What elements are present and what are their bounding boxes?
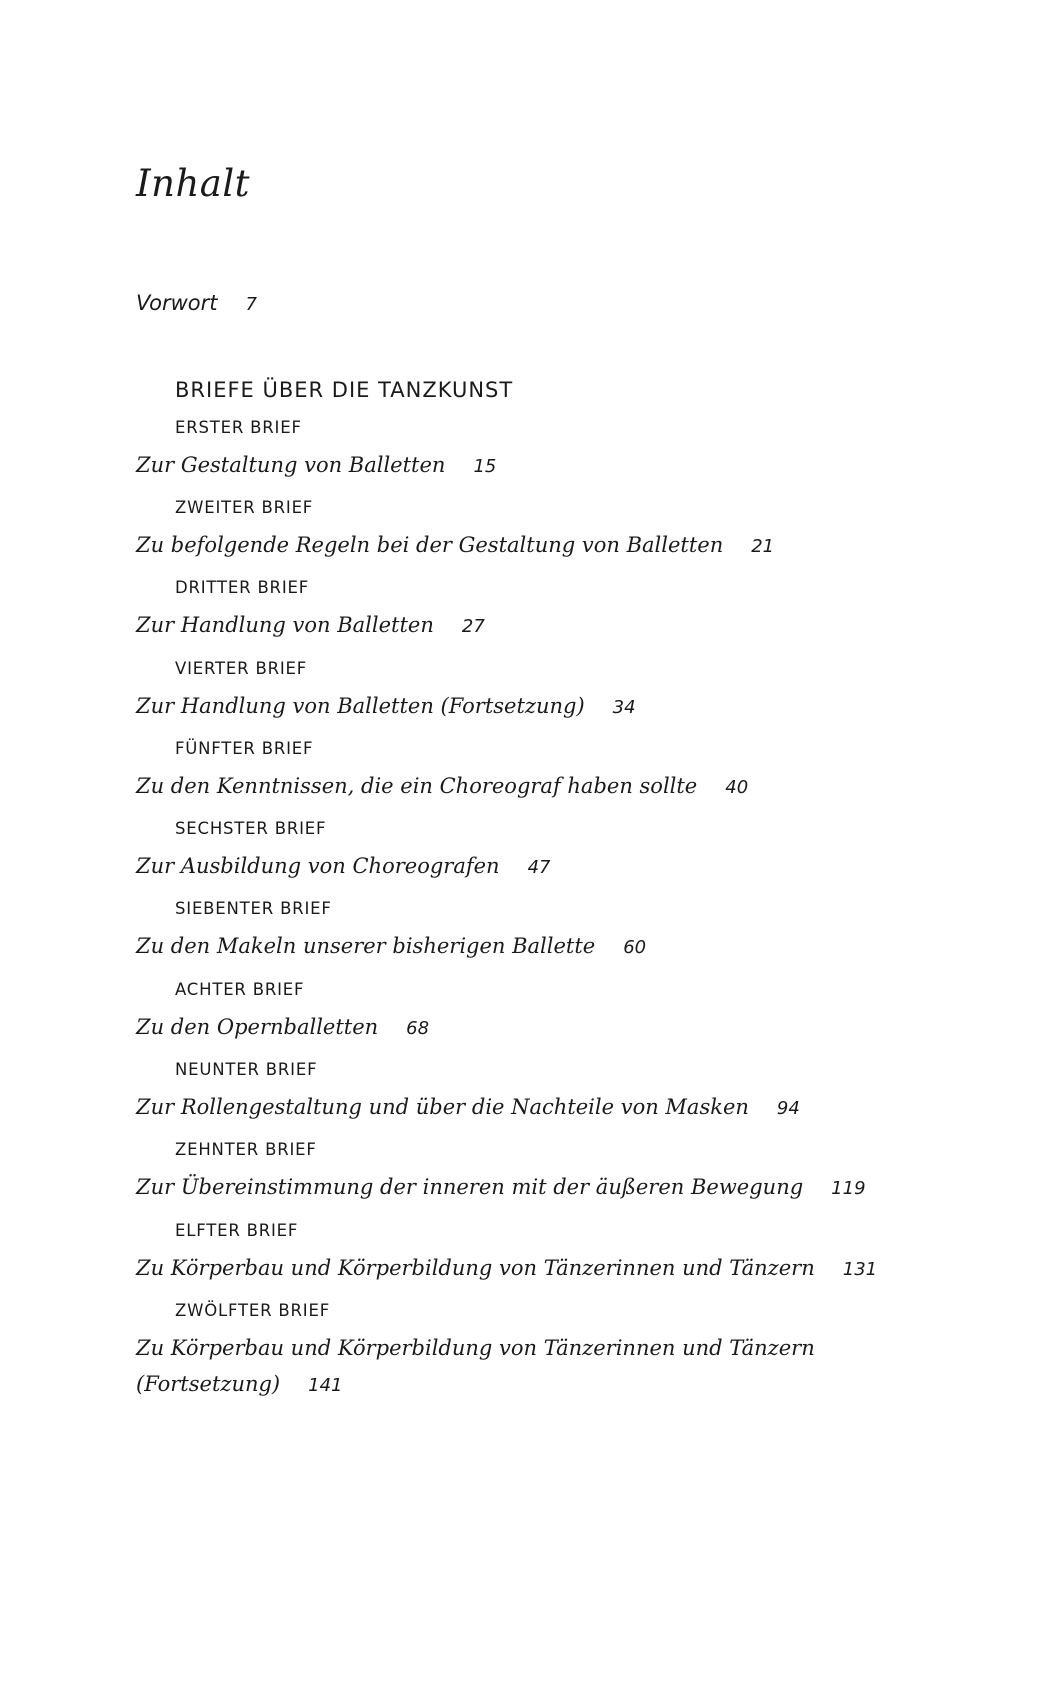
page-number: 21 bbox=[751, 536, 775, 557]
letter-label: ACHTER BRIEF bbox=[175, 980, 305, 999]
toc-entry bbox=[136, 818, 996, 886]
toc-entry bbox=[136, 497, 996, 565]
letter-label: ELFTER BRIEF bbox=[175, 1221, 299, 1240]
chapter-title: Zur Handlung von Balletten bbox=[136, 613, 434, 637]
toc-entry bbox=[136, 898, 996, 966]
chapter-title: Zur Rollengestaltung und über die Nachteile von Masken bbox=[136, 1095, 749, 1119]
page-number: 68 bbox=[406, 1018, 430, 1039]
letter-label: ZWÖLFTER BRIEF bbox=[175, 1301, 330, 1320]
toc-entry bbox=[136, 1300, 926, 1404]
toc-entry bbox=[136, 1139, 996, 1207]
letter-label: DRITTER BRIEF bbox=[175, 578, 310, 597]
chapter-title: Zu den Opernballetten bbox=[136, 1015, 379, 1039]
chapter-title: Zur Handlung von Balletten (Fortsetzung) bbox=[136, 694, 585, 718]
letter-label: ERSTER BRIEF bbox=[175, 418, 302, 437]
chapter-title: Zu befolgende Regeln bei der Gestaltung von Balletten bbox=[136, 533, 724, 557]
page-number: 131 bbox=[842, 1259, 878, 1280]
letter-label: NEUNTER BRIEF bbox=[175, 1060, 318, 1079]
toc-entry-preface bbox=[136, 291, 257, 315]
page-number: 47 bbox=[527, 857, 551, 878]
page-title: Inhalt bbox=[136, 162, 251, 205]
chapter-title: Zur Gestaltung von Balletten bbox=[136, 453, 446, 477]
chapter-title: Zu den Kenntnissen, die ein Choreograf haben sollte bbox=[136, 774, 698, 798]
chapter-title: Zur Übereinstimmung der inneren mit der äußeren Bewegung bbox=[136, 1175, 804, 1199]
toc-entry bbox=[136, 1220, 996, 1288]
chapter-title: Zu Körperbau und Körperbildung von Tänzerinnen und Tänzern (Fortsetzung) bbox=[136, 1336, 815, 1396]
letter-label: ZWEITER BRIEF bbox=[175, 498, 314, 517]
chapter-title: Zu den Makeln unserer bisherigen Ballette bbox=[136, 934, 596, 958]
chapter-title: Zur Ausbildung von Choreografen bbox=[136, 854, 500, 878]
page-number: 60 bbox=[623, 937, 647, 958]
toc-entry bbox=[136, 658, 996, 726]
page-number: 15 bbox=[473, 456, 497, 477]
page-number: 94 bbox=[776, 1098, 800, 1119]
toc-entry bbox=[136, 417, 996, 485]
letter-label: SIEBENTER BRIEF bbox=[175, 899, 332, 918]
page-number: 27 bbox=[461, 616, 485, 637]
letter-label: VIERTER BRIEF bbox=[175, 659, 308, 678]
page-number: 40 bbox=[725, 777, 749, 798]
toc-entry bbox=[136, 738, 996, 806]
section-heading: BRIEFE ÜBER DIE TANZKUNST bbox=[175, 378, 514, 402]
page-number: 141 bbox=[308, 1375, 343, 1396]
page-number: 119 bbox=[831, 1178, 866, 1199]
chapter-title: Zu Körperbau und Körperbildung von Tänzerinnen und Tänzern bbox=[136, 1256, 815, 1280]
letter-label: ZEHNTER BRIEF bbox=[175, 1140, 317, 1159]
letter-label: FÜNFTER BRIEF bbox=[175, 739, 314, 758]
letter-label: SECHSTER BRIEF bbox=[175, 819, 327, 838]
toc-entry bbox=[136, 1059, 996, 1127]
preface-label: Vorwort bbox=[136, 291, 218, 315]
toc-entry bbox=[136, 979, 996, 1047]
toc-entry bbox=[136, 577, 996, 645]
preface-page-number: 7 bbox=[245, 294, 257, 315]
page-number: 34 bbox=[612, 697, 636, 718]
